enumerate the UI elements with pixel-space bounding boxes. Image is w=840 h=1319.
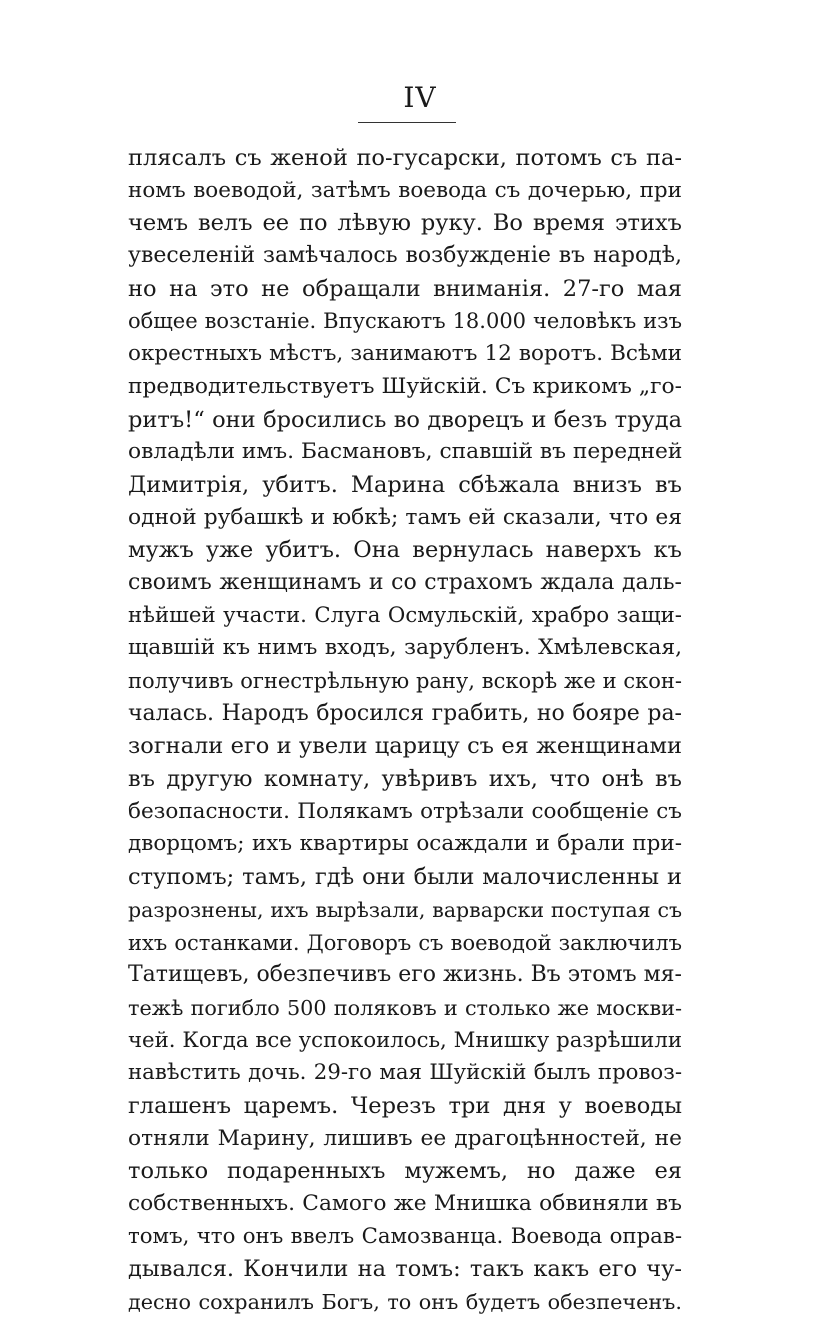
text-line: десно сохранилъ Богъ, то онъ будетъ обезпеченъ. xyxy=(128,1290,682,1315)
text-line: безопасности. Полякамъ отрѣзали сообщеніе съ xyxy=(128,798,682,824)
text-line: собственныхъ. Самого же Мнишка обвиняли въ xyxy=(128,1191,682,1216)
text-line: тежѣ погибло 500 поляковъ и столько же москви- xyxy=(128,995,682,1020)
text-line: отняли Марину, лишивъ ее драгоцѣнностей, не xyxy=(128,1125,682,1151)
text-line: ихъ останками. Договоръ съ воеводой заключилъ xyxy=(128,930,682,955)
text-line: увеселеній замѣчалось возбужденіе въ народѣ, xyxy=(128,243,682,269)
text-line: дворцомъ; ихъ квартиры осаждали и брали при- xyxy=(128,831,682,857)
text-line: одной рубашкѣ и юбкѣ; тамъ ей сказали, что ея xyxy=(128,504,682,530)
text-line: плясалъ съ женой по-гусарски, потомъ съ па- xyxy=(128,145,682,171)
text-line: но на это не обращали вниманія. 27-го мая xyxy=(128,275,682,302)
text-line: только подаренныхъ мужемъ, но даже ея xyxy=(128,1158,682,1185)
text-line: въ другую комнату, увѣривъ ихъ, что онѣ въ xyxy=(128,766,682,793)
text-line: ступомъ; тамъ, гдѣ они были малочисленны и xyxy=(128,864,682,891)
text-line: получивъ огнестрѣльную рану, вскорѣ же и скон- xyxy=(128,669,682,693)
text-line: нѣйшей участи. Слуга Осмульскій, храбро защи- xyxy=(128,602,682,628)
text-line: глашенъ царемъ. Черезъ три дня у воеводы xyxy=(128,1092,682,1119)
text-line: дывался. Кончили на томъ: такъ какъ его чу- xyxy=(128,1256,682,1283)
text-line: мужъ уже убитъ. Она вернулась наверхъ къ xyxy=(128,537,682,564)
text-line: Димитрія, убитъ. Марина сбѣжала внизъ въ xyxy=(128,471,682,498)
text-line: навѣстить дочь. 29-го мая Шуйскій былъ провоз- xyxy=(128,1060,682,1086)
text-line: чалась. Народъ бросился грабить, но бояре ра- xyxy=(128,700,682,726)
text-line: окрестныхъ мѣстъ, занимаютъ 12 воротъ. Всѣми xyxy=(128,341,682,367)
text-line: чей. Когда все успокоилось, Мнишку разрѣшили xyxy=(128,1027,682,1053)
text-line: Татищевъ, обезпечивъ его жизнь. Въ этомъ мя- xyxy=(128,962,682,988)
text-line: щавшій къ нимъ входъ, зарубленъ. Хмѣлевская, xyxy=(128,635,682,661)
text-line: ритъ!“ они бросились во дворецъ и безъ труда xyxy=(128,406,682,433)
text-line: томъ, что онъ ввелъ Самозванца. Воевода оправ- xyxy=(128,1223,682,1249)
text-line: разрознены, ихъ вырѣзали, варварски поступая съ xyxy=(128,897,682,922)
text-line: зогнали его и увели царицу съ ея женщинами xyxy=(128,733,682,760)
page-number: IV xyxy=(403,81,437,114)
text-line: чемъ велъ ее по лѣвую руку. Во время этихъ xyxy=(128,210,682,237)
text-line: своимъ женщинамъ и со страхомъ ждала даль- xyxy=(128,569,682,595)
text-line: овладѣли имъ. Басмановъ, спавшій въ передней xyxy=(128,439,682,465)
body-text xyxy=(128,142,682,1319)
header-rule xyxy=(358,122,456,123)
text-line: номъ воеводой, затѣмъ воевода съ дочерью, при xyxy=(128,177,682,203)
text-line: общее возстаніе. Впускаютъ 18.000 человѣкъ изъ xyxy=(128,309,682,334)
text-line: предводительствуетъ Шуйскій. Съ крикомъ „го- xyxy=(128,373,682,399)
